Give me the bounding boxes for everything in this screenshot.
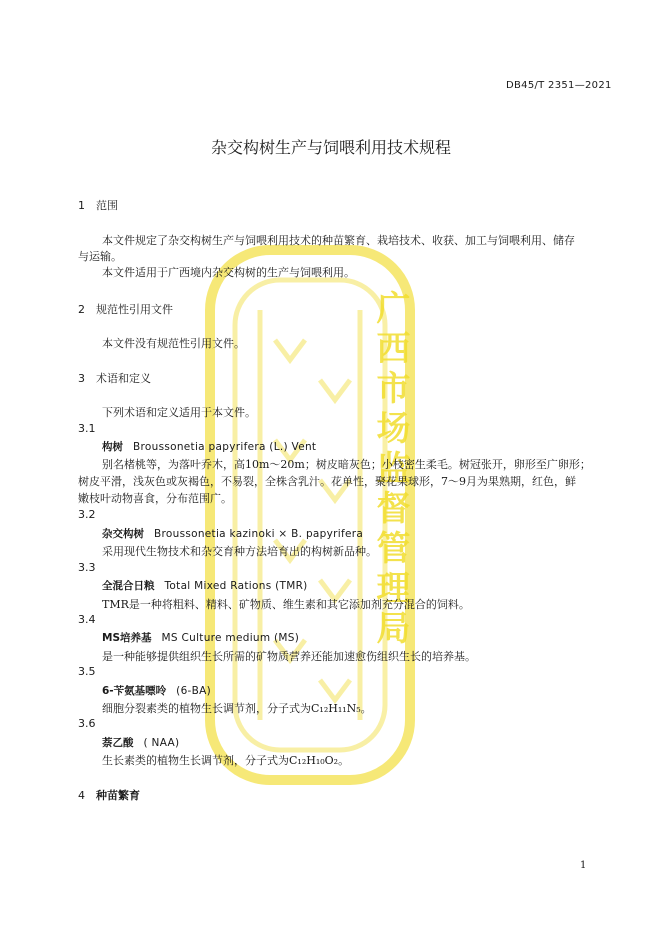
watermark-stamp	[190, 220, 430, 810]
term-definition-line: 是一种能够提供组织生长所需的矿物质营养还能加速愈伤组织生长的培养基。	[102, 650, 476, 663]
section-2-heading: 2 规范性引用文件	[78, 303, 173, 316]
watermark-text: 广西市场监督管理局	[370, 290, 410, 650]
term-number: 3.2	[78, 508, 96, 521]
term-heading: MS培养基 MS Culture medium (MS)	[102, 632, 300, 644]
section-4-heading: 4 种苗繁育	[78, 789, 140, 802]
term-heading: 全混合日粮 Total Mixed Rations (TMR)	[102, 580, 308, 592]
term-heading: 构树 Broussonetia papyrifera (L.) Vent	[102, 441, 317, 453]
term-heading: 杂交构树 Broussonetia kazinoki × B. papyrifera	[102, 528, 364, 540]
term-definition-line: 树皮平滑，浅灰色或灰褐色，不易裂，全株含乳汁。花单性，聚花果球形，7～9月为果熟期，红色，鲜	[78, 475, 576, 488]
terms-intro: 下列术语和定义适用于本文件。	[102, 406, 256, 419]
term-definition-line: 嫩枝叶动物喜食，分布范围广。	[78, 492, 232, 505]
term-number: 3.5	[78, 665, 96, 678]
standard-code: DB45/T 2351—2021	[506, 80, 612, 91]
scope-paragraph-line1: 本文件规定了杂交构树生产与饲喂利用技术的种苗繁育、栽培技术、收获、加工与饲喂利用、储存	[102, 234, 575, 247]
term-number: 3.3	[78, 561, 96, 574]
term-number: 3.4	[78, 613, 96, 626]
term-definition-line: 生长素类的植物生长调节剂，分子式为C₁₂H₁₀O₂。	[102, 754, 350, 767]
term-definition-line: TMR是一种将粗料、精料、矿物质、维生素和其它添加剂充分混合的饲料。	[102, 598, 470, 611]
section-1-heading: 1 范围	[78, 199, 118, 212]
term-heading: 6-苄氨基嘌呤 (6-BA)	[102, 685, 212, 697]
section-3-heading: 3 术语和定义	[78, 372, 151, 385]
term-number: 3.6	[78, 717, 96, 730]
term-number: 3.1	[78, 422, 96, 435]
document-title: 杂交构树生产与饲喂利用技术规程	[210, 138, 451, 157]
term-heading: 萘乙酸 ( NAA)	[102, 737, 180, 749]
page-number: 1	[580, 860, 587, 871]
term-definition-line: 细胞分裂素类的植物生长调节剂，分子式为C₁₂H₁₁N₅。	[102, 702, 372, 715]
normative-ref-paragraph: 本文件没有规范性引用文件。	[102, 337, 245, 350]
scope-paragraph-line2: 与运输。	[78, 250, 122, 263]
applicability-paragraph: 本文件适用于广西境内杂交构树的生产与饲喂利用。	[102, 266, 355, 279]
term-definition-line: 采用现代生物技术和杂交育种方法培育出的构树新品种。	[102, 545, 377, 558]
term-definition-line: 别名楮桃等，为落叶乔木，高10m～20m；树皮暗灰色；小枝密生柔毛。树冠张开，卵形至广卵形；	[102, 458, 591, 471]
